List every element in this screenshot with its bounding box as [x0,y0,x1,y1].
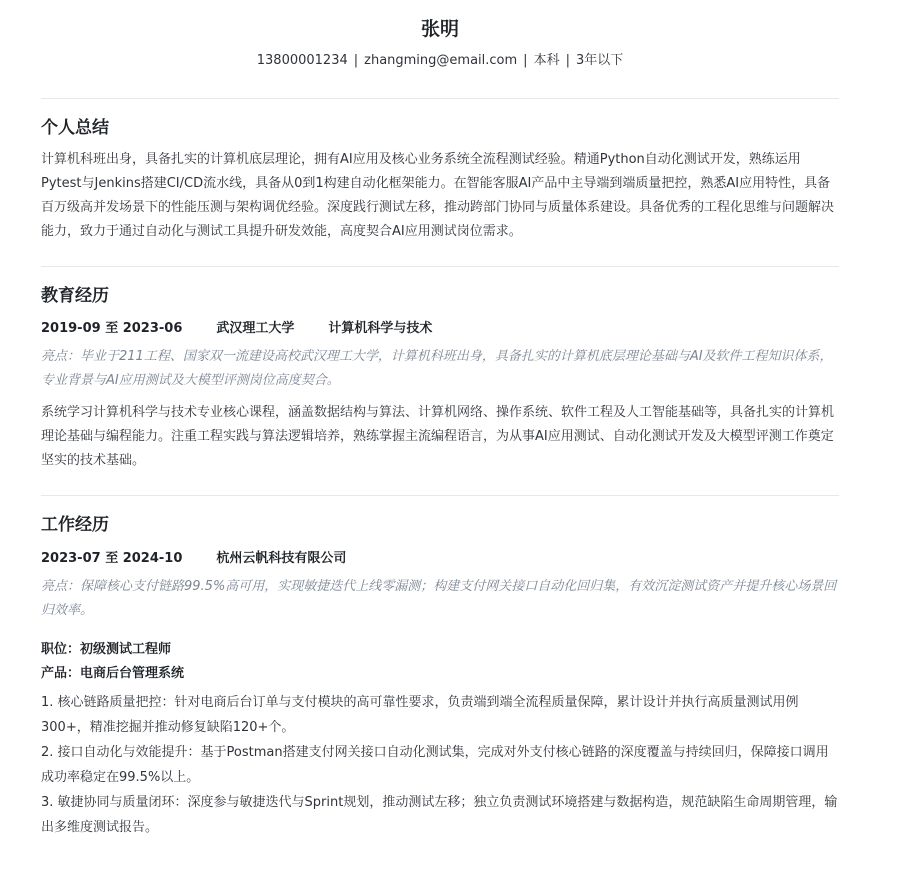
work-title: 工作经历 [41,515,109,535]
job-product: 产品：电商后台管理系统 [41,666,185,681]
contact-separator: | [353,53,359,68]
education-section [41,267,839,473]
email-address: zhangming@email.com [364,53,518,68]
resume-content [41,0,839,840]
contact-line [41,53,839,69]
summary-section [41,99,839,244]
job-item: 1. 核心链路质量把控：针对电商后台订单与支付模块的高可靠性要求，负责端到端全流程质量保障，累计设计并执行高质量测试用例300+，精准挖掘并推动修复缺陷120+个。 [41,695,799,735]
experience-years: 3年以下 [575,53,624,68]
education-title: 教育经历 [41,286,109,306]
job-highlight: 亮点：保障核心支付链路99.5%高可用，实现敏捷迭代上线零漏测；构建支付网关接口自动化回归集，有效沉淀测试资产并提升核心场景回归效率。 [41,579,837,618]
education-header [41,320,839,338]
job-period: 2023-07 至 2024-10 [41,551,183,566]
job-item: 2. 接口自动化与效能提升：基于Postman搭建支付网关接口自动化测试集，完成对外支付核心链路的深度覆盖与持续回归，保障接口调用成功率稳定在99.5%以上。 [41,745,829,785]
contact-separator: | [523,53,528,68]
candidate-name: 张明 [420,18,459,40]
major-name: 计算机科学与技术 [328,321,433,336]
company-name: 杭州云帆科技有限公司 [216,551,347,566]
job-items [41,690,839,840]
school-name: 武汉理工大学 [216,321,295,336]
contact-separator: | [565,53,570,68]
job-position: 职位：初级测试工程师 [41,642,172,657]
education-highlight: 亮点：毕业于211工程、国家双一流建设高校武汉理工大学，计算机科班出身，具备扎实的计算机底层理论基础与AI及软件工程知识体系，专业背景与AI应用测试及大模型评测岗位高度契合。 [41,349,833,388]
summary-title: 个人总结 [41,118,109,138]
summary-text: 计算机科班出身，具备扎实的计算机底层理论，拥有AI应用及核心业务系统全流程测试经验。精通Python自动化测试开发，熟练运用Pytest与Jenkins搭建CI/CD流水线，具备从0到1构建自动化框架能力。在智能客服AI产品中主导端到端质量把控，熟悉AI应用特性，具备百万级高并发场景下的性能压测与架构调优经验。深度践行测试左移，推动跨部门协同与质量体系建设。具备优秀的工程化思维与问题解决能力，致力于通过自动化与测试工具提升研发效能，高度契合AI应用测试岗位需求。 [41,152,835,239]
resume-header [41,0,839,69]
phone-number: 13800001234 [256,53,348,68]
degree: 本科 [533,53,560,68]
education-period: 2019-09 至 2023-06 [41,321,183,336]
work-section [41,496,839,840]
education-description: 系统学习计算机科学与技术专业核心课程，涵盖数据结构与算法、计算机网络、操作系统、软件工程及人工智能基础等，具备扎实的计算机理论基础与编程能力。注重工程实践与算法逻辑培养，熟练掌握主流编程语言，为从事AI应用测试、自动化测试开发及大模型评测工作奠定坚实的技术基础。 [41,405,835,468]
job-item: 3. 敏捷协同与质量闭环：深度参与敏捷迭代与Sprint规划，推动测试左移；独立负责测试环境搭建与数据构造，规范缺陷生命周期管理，输出多维度测试报告。 [41,795,838,835]
job-header [41,550,839,568]
